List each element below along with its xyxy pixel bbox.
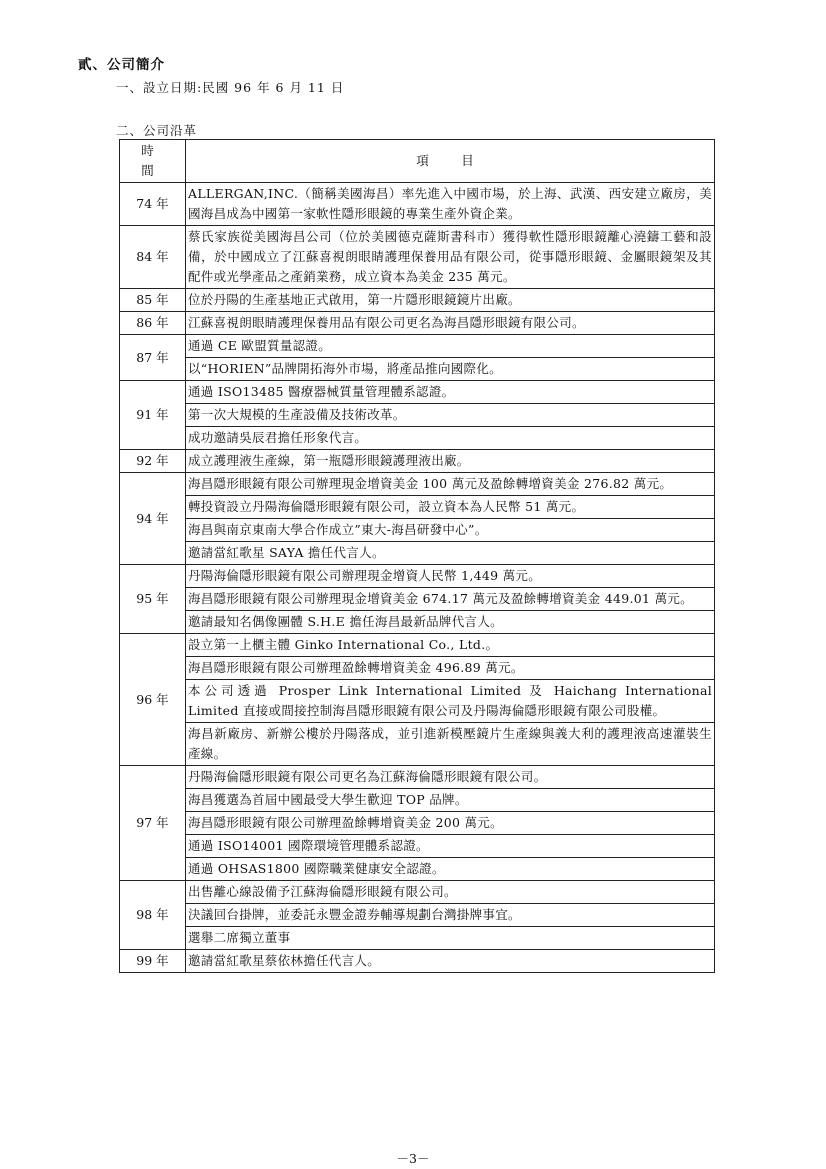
item-cell: 丹陽海倫隱形眼鏡有限公司更名為江蘇海倫隱形眼鏡有限公司。 xyxy=(186,766,715,789)
table-row xyxy=(120,289,715,312)
table-row xyxy=(120,183,715,226)
item-cell: 通過 OHSAS1800 國際職業健康安全認證。 xyxy=(186,858,715,881)
table-row xyxy=(120,611,715,634)
item-cell: 本公司透過 Prosper Link International Limited 及 Haichang International Limited 直接或間接控制海昌隱形眼鏡有限公司及丹陽海倫隱形眼鏡有限公司股權。 xyxy=(186,680,715,723)
item-cell: 邀請當紅歌星蔡依林擔任代言人。 xyxy=(186,950,715,973)
year-cell: 97 年 xyxy=(120,766,186,881)
history-title: 二、公司沿革 xyxy=(116,123,198,138)
item-cell: 丹陽海倫隱形眼鏡有限公司辦理現金增資人民幣 1,449 萬元。 xyxy=(186,565,715,588)
year-cell: 95 年 xyxy=(120,565,186,634)
year-cell: 85 年 xyxy=(120,289,186,312)
year-cell: 74 年 xyxy=(120,183,186,226)
item-cell: 設立第一上櫃主體 Ginko International Co., Ltd.。 xyxy=(186,634,715,657)
header-time: 時 間 xyxy=(120,140,186,183)
item-cell: 通過 ISO13485 醫療器械質量管理體系認證。 xyxy=(186,381,715,404)
year-cell: 98 年 xyxy=(120,881,186,950)
established-date: 一、設立日期:民國 96 年 6 月 11 日 xyxy=(116,80,345,95)
item-cell: 位於丹陽的生產基地正式啟用，第一片隱形眼鏡鏡片出廠。 xyxy=(186,289,715,312)
section-title: 貳、公司簡介 xyxy=(78,57,165,73)
table-row xyxy=(120,881,715,904)
year-cell: 87 年 xyxy=(120,335,186,381)
item-cell: 海昌獲選為首屆中國最受大學生歡迎 TOP 品牌。 xyxy=(186,789,715,812)
table-row xyxy=(120,312,715,335)
table-row xyxy=(120,950,715,973)
table-row xyxy=(120,657,715,680)
table-header-row xyxy=(120,140,715,183)
item-cell: 邀請最知名偶像團體 S.H.E 擔任海昌最新品牌代言人。 xyxy=(186,611,715,634)
table-row xyxy=(120,723,715,766)
item-cell: 海昌新廠房、新辦公樓於丹陽落成，並引進新模壓鏡片生產線與義大利的護理液高速灌裝生產線。 xyxy=(186,723,715,766)
item-cell: 邀請當紅歌星 SAYA 擔任代言人。 xyxy=(186,542,715,565)
table-row xyxy=(120,450,715,473)
item-cell: 第一次大規模的生產設備及技術改革。 xyxy=(186,404,715,427)
year-cell: 86 年 xyxy=(120,312,186,335)
year-cell: 94 年 xyxy=(120,473,186,565)
item-cell: 蔡氏家族從美國海昌公司（位於美國德克薩斯書科市）獲得軟性隱形眼鏡離心澆鑄工藝和設備，於中國成立了江蘇喜視朗眼睛護理保養用品有限公司，從事隱形眼鏡、金屬眼鏡架及其配件或光學產品之產銷業務，成立資本為美金 235 萬元。 xyxy=(186,226,715,289)
table-row xyxy=(120,927,715,950)
table-row xyxy=(120,588,715,611)
table-row xyxy=(120,496,715,519)
table-row xyxy=(120,358,715,381)
table-row xyxy=(120,789,715,812)
year-cell: 99 年 xyxy=(120,950,186,973)
item-cell: 成功邀請吳辰君擔任形象代言。 xyxy=(186,427,715,450)
history-table xyxy=(119,139,715,973)
table-row xyxy=(120,427,715,450)
item-cell: 決議回台掛牌，並委託永豐金證券輔導規劃台灣掛牌事宜。 xyxy=(186,904,715,927)
header-item: 項 目 xyxy=(186,140,715,183)
table-row xyxy=(120,680,715,723)
table-row xyxy=(120,473,715,496)
table-row xyxy=(120,904,715,927)
year-cell: 84 年 xyxy=(120,226,186,289)
table-row xyxy=(120,335,715,358)
table-row xyxy=(120,519,715,542)
table-row xyxy=(120,858,715,881)
page-number: －3－ xyxy=(396,1151,430,1166)
history-table-body xyxy=(120,183,715,973)
item-cell: 選舉二席獨立董事 xyxy=(186,927,715,950)
table-row xyxy=(120,565,715,588)
item-cell: 海昌隱形眼鏡有限公司辦理現金增資美金 674.17 萬元及盈餘轉增資美金 449.01 萬元。 xyxy=(186,588,715,611)
year-cell: 96 年 xyxy=(120,634,186,766)
item-cell: 成立護理液生產線，第一瓶隱形眼鏡護理液出廠。 xyxy=(186,450,715,473)
table-row xyxy=(120,381,715,404)
table-row xyxy=(120,542,715,565)
table-row xyxy=(120,226,715,289)
table-row xyxy=(120,634,715,657)
item-cell: 海昌隱形眼鏡有限公司辦理現金增資美金 100 萬元及盈餘轉增資美金 276.82 萬元。 xyxy=(186,473,715,496)
year-cell: 91 年 xyxy=(120,381,186,450)
item-cell: 轉投資設立丹陽海倫隱形眼鏡有限公司，設立資本為人民幣 51 萬元。 xyxy=(186,496,715,519)
item-cell: 海昌隱形眼鏡有限公司辦理盈餘轉增資美金 200 萬元。 xyxy=(186,812,715,835)
item-cell: 海昌與南京東南大學合作成立”東大-海昌研發中心”。 xyxy=(186,519,715,542)
item-cell: 海昌隱形眼鏡有限公司辦理盈餘轉增資美金 496.89 萬元。 xyxy=(186,657,715,680)
table-row xyxy=(120,766,715,789)
item-cell: 以“HORIEN”品牌開拓海外市場，將產品推向國際化。 xyxy=(186,358,715,381)
table-row xyxy=(120,812,715,835)
item-cell: 江蘇喜視朗眼睛護理保養用品有限公司更名為海昌隱形眼鏡有限公司。 xyxy=(186,312,715,335)
table-row xyxy=(120,835,715,858)
item-cell: ALLERGAN,INC.（簡稱美國海昌）率先進入中國市場，於上海、武漢、西安建立廠房，美國海昌成為中國第一家軟性隱形眼鏡的專業生產外資企業。 xyxy=(186,183,715,226)
year-cell: 92 年 xyxy=(120,450,186,473)
table-row xyxy=(120,404,715,427)
item-cell: 通過 CE 歐盟質量認證。 xyxy=(186,335,715,358)
item-cell: 通過 ISO14001 國際環境管理體系認證。 xyxy=(186,835,715,858)
item-cell: 出售離心線設備予江蘇海倫隱形眼鏡有限公司。 xyxy=(186,881,715,904)
